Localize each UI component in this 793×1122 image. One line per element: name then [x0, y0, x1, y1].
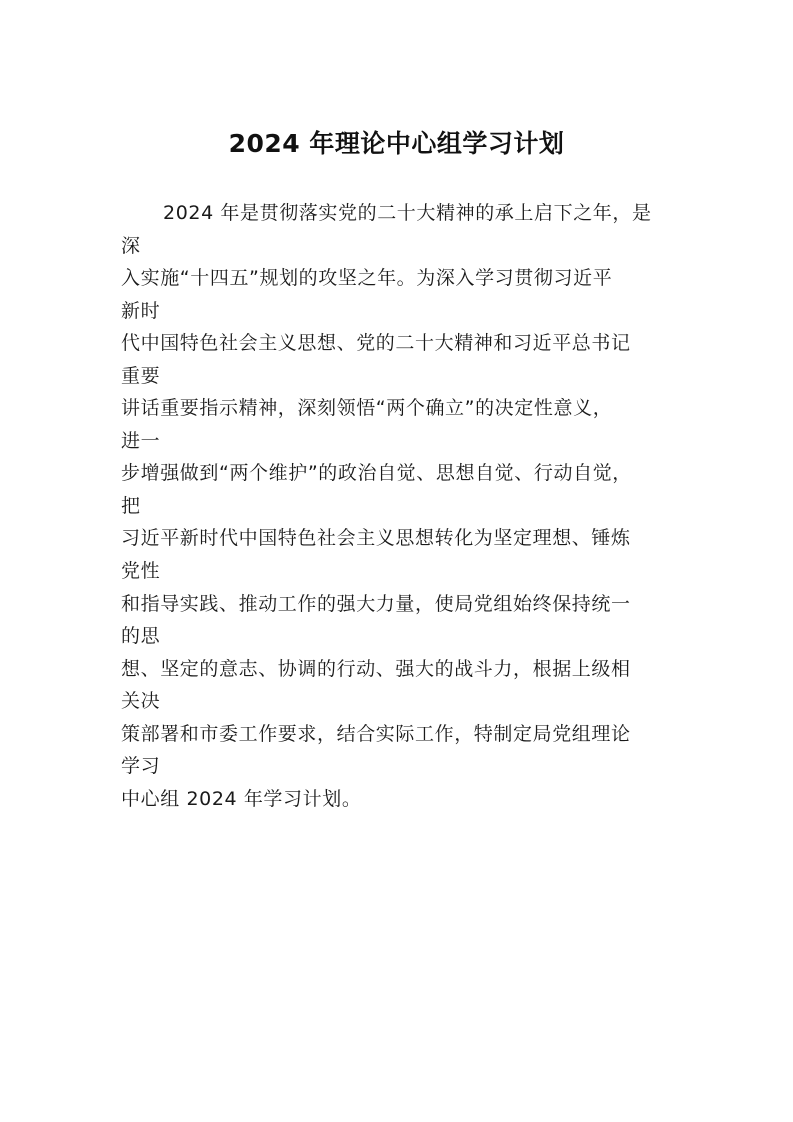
body-line: 重要 [121, 364, 161, 387]
body-line: 进一 [121, 429, 161, 452]
body-line: 和指导实践、推动工作的强大力量，使局党组始终保持统一 [121, 592, 631, 615]
body-line: 深 [121, 234, 141, 257]
body-line: 学习 [121, 755, 161, 778]
body-line: 想、坚定的意志、协调的行动、强大的战斗力，根据上级相 [121, 657, 631, 680]
body-line: 新时 [121, 299, 161, 322]
body-line: 把 [121, 494, 141, 517]
body-line: 党性 [121, 560, 161, 583]
body-line: 步增强做到“两个维护”的政治自觉、思想自觉、行动自觉， [121, 462, 632, 485]
body-line: 习近平新时代中国特色社会主义思想转化为坚定理想、锤炼 [121, 527, 631, 550]
body-line: 策部署和市委工作要求，结合实际工作，特制定局党组理论 [121, 722, 631, 745]
body-line: 2024 年是贯彻落实党的二十大精神的承上启下之年，是 [163, 202, 652, 224]
document-body [121, 197, 681, 815]
body-line: 关决 [121, 690, 161, 713]
body-line: 讲话重要指示精神，深刻领悟“两个确立”的决定性意义， [121, 397, 613, 420]
body-line: 中心组 2024 年学习计划。 [121, 787, 362, 810]
body-line: 入实施“十四五”规划的攻坚之年。为深入学习贯彻习近平 [121, 267, 613, 290]
body-line: 的思 [121, 625, 161, 648]
document-title: 2024 年理论中心组学习计划 [228, 129, 565, 158]
body-line: 代中国特色社会主义思想、党的二十大精神和习近平总书记 [121, 332, 631, 355]
